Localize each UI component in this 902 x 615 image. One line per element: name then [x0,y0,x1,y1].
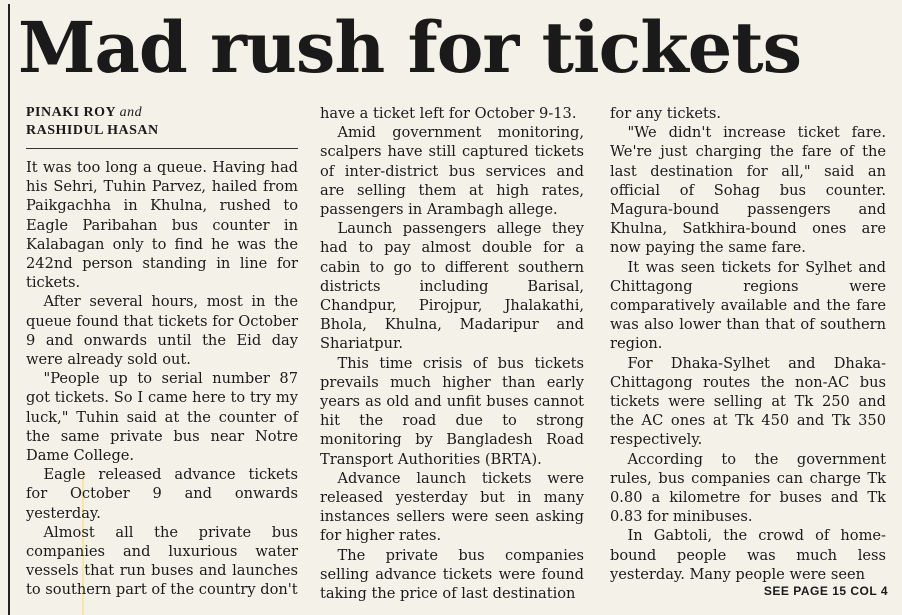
paragraph: According to the government rules, bus companies can charge Tk 0.80 a kilometre for buses and Tk 0.83 for minibuses. [610,450,886,526]
paragraph: Advance launch tickets were released yesterday but in many instances sellers were seen asking for higher rates. [320,469,584,545]
paragraph: In Gabtoli, the crowd of home-bound people was much less yesterday. Many people were seen [610,527,886,583]
paragraph: The private bus companies selling advance tickets were found taking the price of last destination [320,546,584,603]
continuation-jump-line: SEE PAGE 15 COL 4 [763,584,888,598]
paragraph: Launch passengers allege they had to pay almost double for a cabin to go to different southern districts including Barisal, Chandpur, Pirojpur, Jhalakathi, Bhola, Khulna, Madaripur and Shariatpur. [320,220,584,353]
paragraph: Almost all the private bus companies and luxurious water vessels that run buses and launches to southern part of the country don't [26,523,298,599]
left-border-rule [8,4,10,615]
byline-rule [26,148,298,149]
paragraph: It was seen tickets for Sylhet and Chittagong regions were comparatively available and the fare was also lower than that of southern region. [610,258,886,353]
headline: Mad rush for tickets [18,6,801,89]
author-1: PINAKI ROY [26,105,116,120]
paragraph: Eagle released advance tickets for October 9 and onwards yesterday. [26,466,298,522]
paragraph-continued: for any tickets. [610,105,721,122]
paragraph: "We didn't increase ticket fare. We're just charging the fare of the last destination for all," said an official of Sohag bus counter. Magura-bound passengers and Khulna, Satkhira-bound ones are now paying the same fare. [610,124,886,257]
byline [26,104,298,140]
paragraph: For Dhaka-Sylhet and Dhaka-Chittagong routes the non-AC bus tickets were selling at Tk 250 and the AC ones at Tk 450 and Tk 350 respectively. [610,354,886,449]
column-3 [610,104,886,584]
paragraph: It was too long a queue. Having had his Sehri, Tuhin Parvez, hailed from Paikgachha in Khulna, rushed to Eagle Paribahan bus counter in Kalabagan only to find he was the 242nd person standing in line for tickets. [26,159,298,292]
column-2 [320,104,584,603]
column-1 [26,104,298,600]
paragraph: This time crisis of bus tickets prevails much higher than early years as old and unfit buses cannot hit the road due to strong monitoring by Bangladesh Road Transport Authorities (BRTA). [320,354,584,468]
byline-and: and [119,105,143,120]
paragraph: "People up to serial number 87 got tickets. So I came here to try my luck," Tuhin said at the counter of the same private bus near Notre Dame College. [26,370,298,465]
paragraph: After several hours, most in the queue found that tickets for October 9 and onwards until the Eid day were already sold out. [26,293,298,369]
author-2: RASHIDUL HASAN [26,123,159,138]
paragraph-continued: have a ticket left for October 9-13. [320,105,577,122]
paragraph: Amid government monitoring, scalpers have still captured tickets of inter-district bus services and are selling them at high rates, passengers in Arambagh allege. [320,124,584,219]
